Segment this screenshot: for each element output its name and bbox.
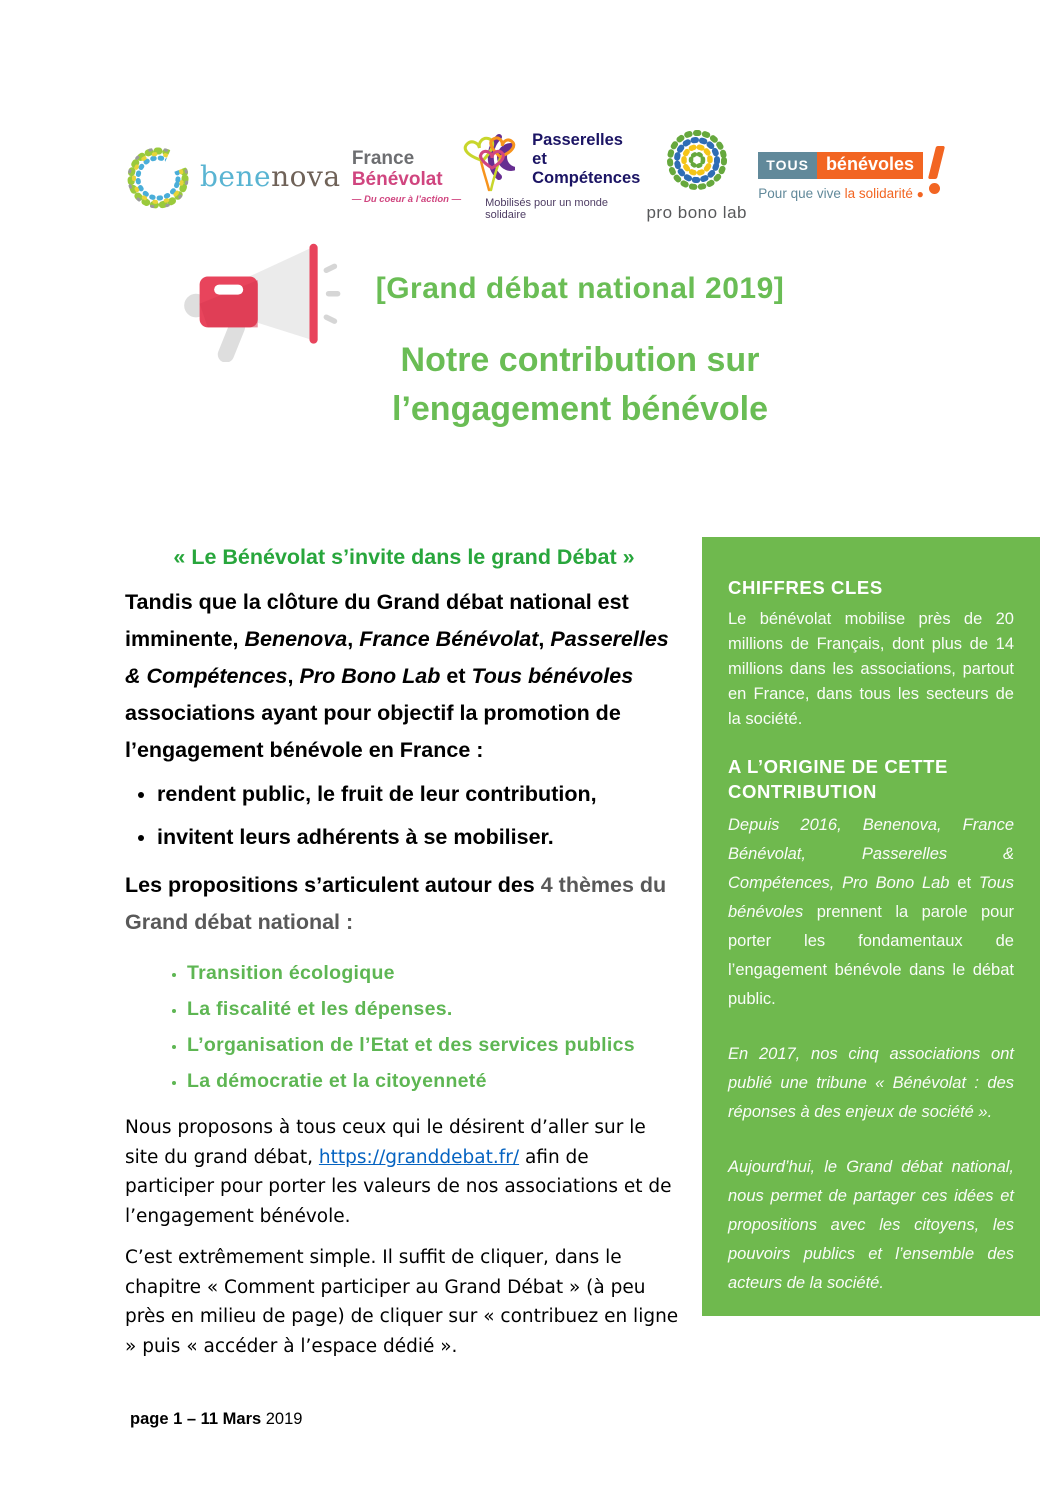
probono-lab-logo xyxy=(646,130,747,223)
probono-mandala-icon xyxy=(662,181,732,198)
hearts-icon xyxy=(456,132,522,201)
megaphone-icon xyxy=(176,240,344,367)
key-figures-sidebar xyxy=(702,537,1040,1316)
benenova-dots-icon xyxy=(122,136,194,217)
page-footer: page 1 – 11 Mars 2019 xyxy=(130,1410,303,1428)
theme-item: • L’organisation de l’Etat et des services publics xyxy=(187,1027,683,1063)
page-title: Notre contribution sur l’engagement bénévole xyxy=(392,341,768,428)
tous-benevoles-logo xyxy=(758,152,944,201)
partner-logo-bar xyxy=(122,126,944,226)
passerelles-line1: Passerelles et xyxy=(532,131,623,168)
passerelles-tagline: Mobilisés pour un monde solidaire xyxy=(485,197,609,221)
tous-benevoles-tagline: Pour que vive la solidarité ● xyxy=(758,185,924,201)
granddebat-link[interactable]: https://granddebat.fr/ xyxy=(318,1146,520,1168)
sidebar-paragraph: Aujourd’hui, le Grand débat national, nous permet de partager ces idées et propositions avec les citoyens, les pouvoirs publics et l’ensemble des acteurs de la société. xyxy=(728,1158,1014,1292)
benenova-logo xyxy=(122,136,341,217)
france-benevolat-line2: Bénévolat xyxy=(351,168,443,190)
hero-title-block xyxy=(338,272,822,434)
sidebar-section-title: A L’ORIGINE DE CETTE CONTRIBUTION xyxy=(728,756,948,802)
themes-list xyxy=(187,955,683,1099)
theme-item: • La fiscalité et les dépenses. xyxy=(187,991,683,1027)
benevoles-box: bénévoles xyxy=(817,152,923,179)
passerelles-line2: Compétences xyxy=(532,169,641,187)
tous-box: TOUS xyxy=(758,152,817,179)
howto-paragraph: C’est extrêmement simple. Il suffit de cliquer, dans le chapitre « Comment participer au Grand Débat » (à peu près en milieu de page) de cliquer sur « contribuez en ligne » puis « accéder à l’espace dédié ». xyxy=(125,1247,679,1357)
list-item: • invitent leurs adhérents à se mobiliser. xyxy=(157,816,683,859)
france-benevolat-logo xyxy=(352,148,474,205)
action-bullet-list xyxy=(125,773,683,859)
exclamation-icon xyxy=(928,152,944,179)
theme-item: • La démocratie et la citoyenneté xyxy=(187,1063,683,1099)
france-benevolat-line1: France xyxy=(351,147,415,169)
hero-kicker: [Grand débat national 2019] xyxy=(375,272,785,305)
propositions-paragraph: Les propositions s’articulent autour des 4 thèmes du Grand débat national : xyxy=(125,873,667,934)
theme-item: • Transition écologique xyxy=(187,955,683,991)
france-benevolat-tagline: — Du coeur à l’action — xyxy=(351,193,462,205)
main-content xyxy=(125,545,683,1361)
sidebar-section-title: CHIFFRES CLES xyxy=(728,577,883,598)
sidebar-paragraph: Depuis 2016, Benenova, France Bénévolat, Passerelles & Compétences, Pro Bono Lab et Tous bénévoles prennent la parole pour porter les fondamentaux de l’engagement bénévole dans le débat public. xyxy=(728,816,1014,1008)
benenova-wordmark: benenova xyxy=(200,159,341,193)
participation-paragraph: Nous proposons à tous ceux qui le désirent d’aller sur le site du grand débat, https://granddebat.fr/ afin de participer pour porter les valeurs de nos associations et de l’engagement bénévole. xyxy=(125,1117,672,1227)
sidebar-paragraph: Le bénévolat mobilise près de 20 millions de Français, dont plus de 14 millions dans les associations, partout en France, dans tous les secteurs de la société. xyxy=(728,610,1014,728)
list-item: • rendent public, le fruit de leur contribution, xyxy=(157,773,683,816)
sidebar-paragraph: En 2017, nos cinq associations ont publié une tribune « Bénévolat : des réponses à des enjeux de société ». xyxy=(728,1045,1014,1121)
probono-wordmark: pro bono lab xyxy=(646,202,747,222)
intro-paragraph: Tandis que la clôture du Grand débat national est imminente, Benenova, France Bénévolat, Passerelles & Compétences, Pro Bono Lab et Tous bénévoles associations ayant pour objectif la promotion de l’engagement bénévole en France : xyxy=(125,590,669,762)
section-heading: « Le Bénévolat s’invite dans le grand Débat » xyxy=(173,545,635,569)
